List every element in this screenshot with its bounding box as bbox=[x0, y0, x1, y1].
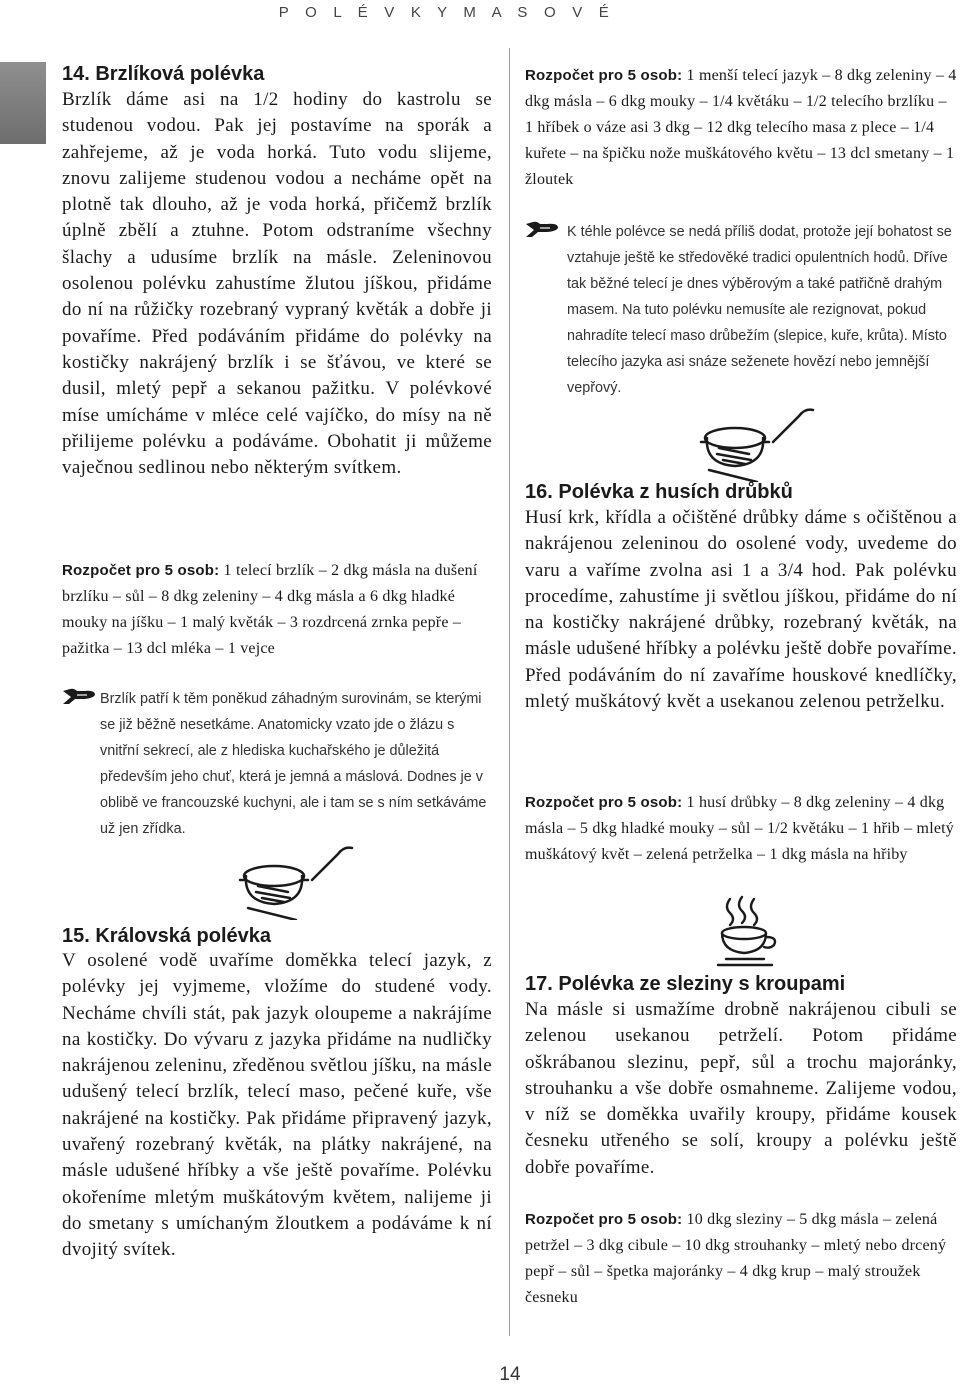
soup-pot-ladle-icon bbox=[695, 402, 845, 482]
recipe-16-body: Husí krk, křídla a očištěné drůbky dáme s očištěnou a nakrájenou zeleninou do osolené vody, uvedeme do varu a vaříme zvolna asi 1 a 3/4 hod. Pak polévku procedíme, zahustíme ji světlou jíškou, přidáme do ní na kostičky nakrájené drůbky, rozebraný květák, na másle udušené hříbky a polévku ještě dobře povaříme. Před podáváním do ní zavaříme houskové knedlíčky, mletý muškátový květ a usekanou zelenou petrželku. bbox=[525, 507, 957, 713]
page-number: 14 bbox=[499, 1364, 521, 1385]
recipe-17-budget bbox=[525, 1207, 957, 1311]
chapter-tab-marker bbox=[0, 62, 46, 144]
budget-ingredients: 1 menší telecí jazyk – 8 dkg zeleniny – 4 dkg másla – 6 dkg mouky – 1/4 květáku – 1/2 telecího brzlíku – 1 hříbek o váze asi 3 dkg – 12 dkg telecího masa z plece – 1/4 kuřete – na špičku nože muškátového květu – 13 dcl smetany – 1 žloutek bbox=[525, 67, 957, 188]
recipe-16-budget bbox=[525, 790, 957, 868]
recipe-14-note: Brzlík patří k těm poněkud záhadným surovinám, se kterými se již běžně nesetkáme. Anatomicky vzato jde o žlázu s vnitřní sekrecí, ale z hlediska kuchařského je důležitá především jeho chuť, která je jemná a máslová. Dodnes je v oblibě ve francouzské kuchyni, ale i tam se s ním setkáváme už jen zřídka. bbox=[100, 691, 487, 837]
recipe-14-budget bbox=[62, 558, 492, 662]
recipe-15-budget bbox=[525, 63, 957, 193]
budget-ingredients: 1 telecí brzlík – 2 dkg másla na dušení brzlíku – sůl – 8 dkg zeleniny – 4 dkg másla a 6 dkg hladké mouky na jíšku – 1 malý květák – 3 rozdrcená zrnka pepře – pažitka – 13 dcl mléka – 1 vejce bbox=[62, 562, 478, 657]
steaming-cup-icon bbox=[708, 895, 788, 967]
pointing-hand-icon bbox=[525, 219, 559, 241]
column-divider bbox=[509, 48, 510, 1336]
budget-label: Rozpočet pro 5 osob: bbox=[525, 67, 683, 84]
recipe-15-heading: 15. Královská polévka bbox=[62, 925, 272, 947]
recipe-14-heading: 14. Brzlíková polévka bbox=[62, 63, 265, 85]
recipe-15-note: K téhle polévce se nedá příliš dodat, protože její bohatost se vztahuje ještě ke středověké tradici opulentních hodů. Dříve tak běžné telecí je dnes výběrovým a také patřičně drahým masem. Na tuto polévku nemusíte ale rezignovat, pokud nahradíte telecí maso drůbežím (slepice, kuře, krůta). Místo telecího jazyka asi snáze seženete hovězí nebo jemnější vepřový. bbox=[567, 224, 952, 396]
budget-label: Rozpočet pro 5 osob: bbox=[525, 794, 683, 811]
recipe-16-heading: 16. Polévka z husích drůbků bbox=[525, 481, 793, 503]
recipe-15-body: V osolené vodě uvaříme doměkka telecí jazyk, z polévky jej vyjmeme, vložíme do studené vody. Necháme chvíli stát, pak jazyk oloupeme a nakrájíme na kostičky. Do vývaru z jazyka přidáme na nudličky nakrájenou zeleninu, zředěnou světlou jíšku, na másle udušený telecí brzlík, telecí maso, pečené kuře, vše nakrájené na kostičky. Pak přidáme připravený jazyk, uvařený rozebraný květák, na plátky nakrájené, na másle udušené hříbky a vše ještě povaříme. Polévku okořeníme mletým muškátovým květem, nalijeme ji do smetany s umíchaným žloutkem a podáváme k ní dvojitý svítek. bbox=[62, 950, 492, 1261]
pointing-hand-icon bbox=[62, 686, 96, 708]
budget-ingredients: 10 dkg sleziny – 5 dkg másla – zelená petržel – 3 dkg cibule – 10 dkg strouhanky – mletý nebo drcený pepř – sůl – špetka majoránky – 4 dkg krup – malý stroužek česneku bbox=[525, 1211, 947, 1306]
budget-label: Rozpočet pro 5 osob: bbox=[62, 562, 220, 579]
recipe-17-body: Na másle si usmažíme drobně nakrájenou cibuli se zelenou usekanou petrželí. Potom přidáme oškrábanou slezinu, pepř, sůl a trochu majoránky, strouhanku a vše dobře osmahneme. Zalijeme vodou, v níž se doměkka uvařily kroupy, přidáme kousek česneku utřeného se solí, kroupy a polévku ještě dobře povaříme. bbox=[525, 999, 957, 1178]
recipe-17-heading: 17. Polévka ze sleziny s kroupami bbox=[525, 973, 846, 995]
soup-pot-ladle-icon bbox=[234, 840, 384, 920]
budget-ingredients: 1 husí drůbky – 8 dkg zeleniny – 4 dkg másla – 5 dkg hladké mouky – sůl – 1/2 květáku – 1 hřib – mletý muškátový květ – zelená petrželka – 1 dkg másla na hřiby bbox=[525, 794, 954, 863]
recipe-14-body: Brzlík dáme asi na 1/2 hodiny do kastrolu se studenou vodou. Pak jej postavíme na sporák a zahřejeme, až je voda horká. Tuto vodu slijeme, znovu zalijeme studenou vodou a necháme opět na plotně tak dlouho, až je voda horká, přičemž brzlík úplně zbělí a ztuhne. Potom odstraníme všechny šlachy a udusíme brzlík na másle. Zeleninovou osolenou polévku zahustíme žlutou jíškou, přidáme do ní na růžičky rozebraný vypraný květák a dobře ji povaříme. Před podáváním přidáme do polévky na kostičky nakrájený brzlík i se šťávou, ve které se dusil, mletý pepř a sekanou pažitku. V polévkové míse umícháme v mléce celé vajíčko, do mísy na ně přilijeme polévku a podáváme. Obohatit ji můžeme vaječnou sedlinou nebo některým svítkem. bbox=[62, 89, 492, 479]
running-head: P O L É V K Y M A S O V É bbox=[278, 4, 615, 21]
budget-label: Rozpočet pro 5 osob: bbox=[525, 1211, 683, 1228]
